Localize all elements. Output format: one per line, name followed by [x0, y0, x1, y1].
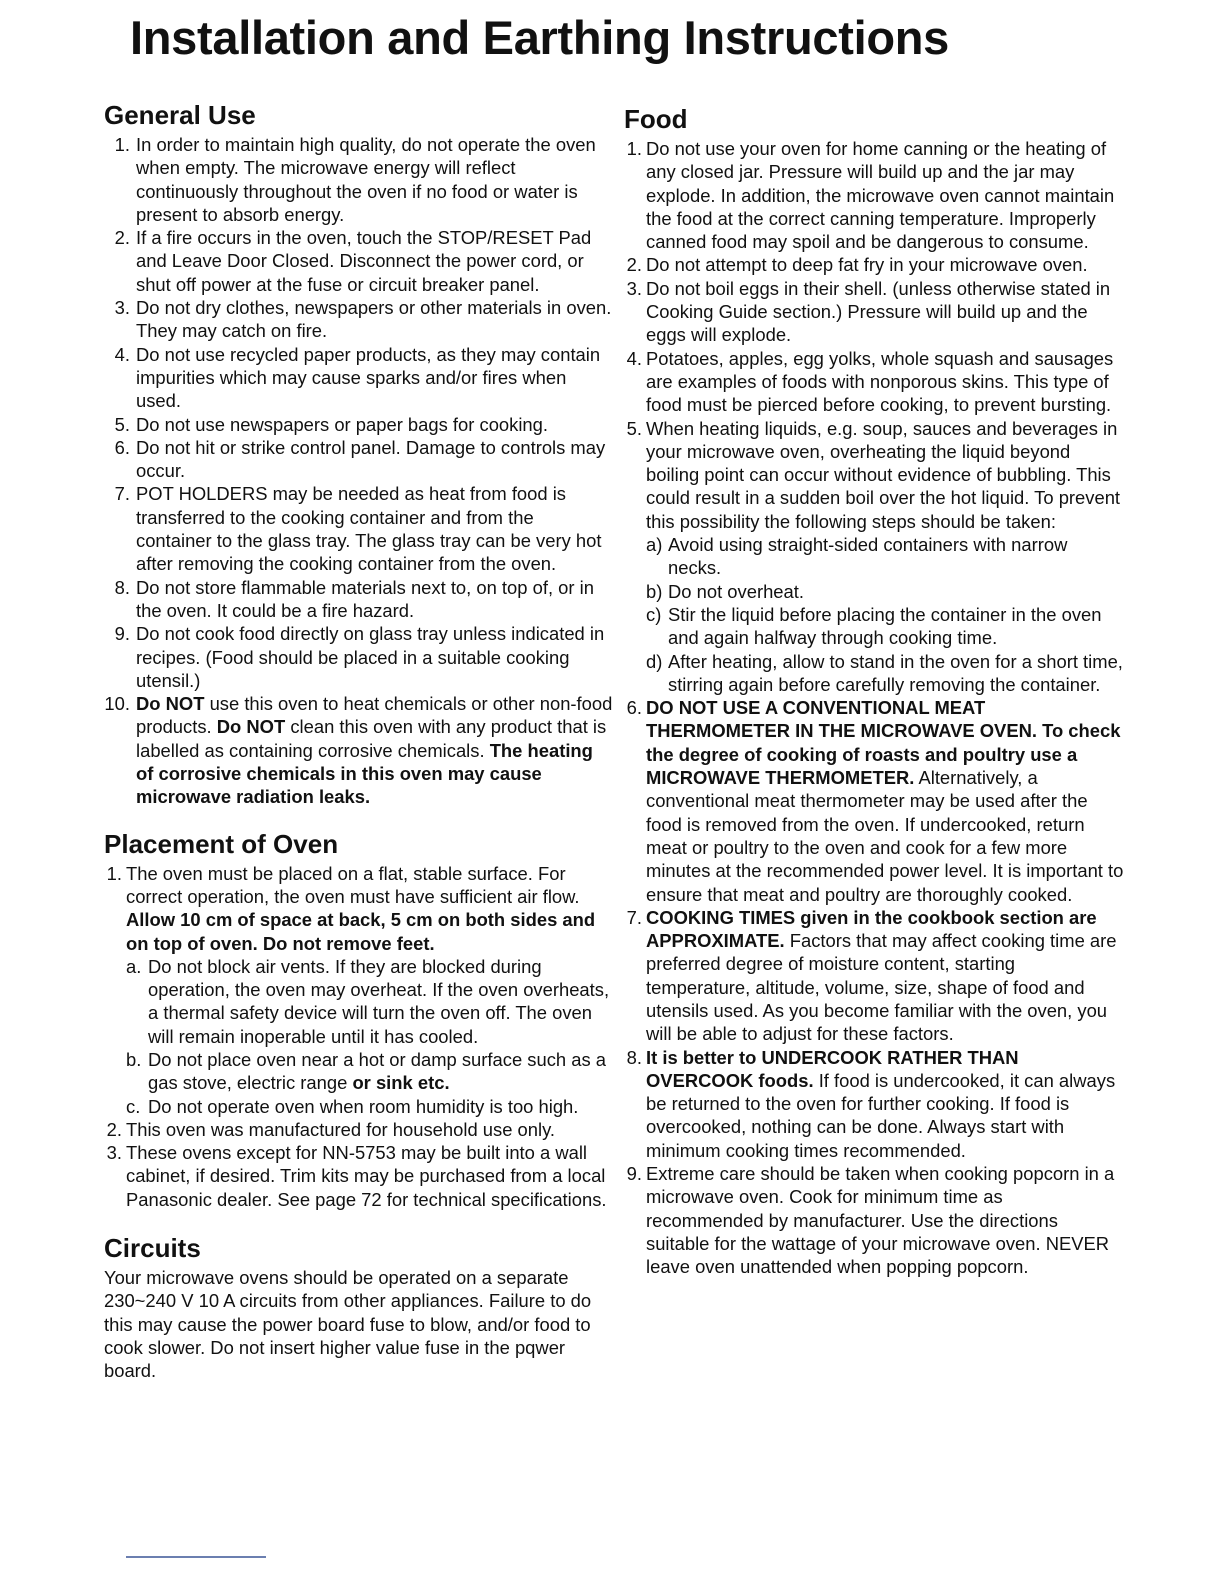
item-text: Do not overheat.	[668, 580, 804, 602]
sub-item	[126, 955, 614, 1048]
list-item	[624, 906, 1124, 1046]
list-item	[104, 226, 614, 296]
list-item	[624, 277, 1124, 347]
item-number: 2.	[114, 227, 130, 249]
item-number: 1.	[106, 862, 122, 884]
general-use-list	[104, 133, 614, 809]
item-text: Do not place oven near a hot or damp surface such as a gas stove, electric range	[148, 1048, 606, 1094]
item-number: 1.	[114, 134, 130, 155]
food-section	[624, 104, 1124, 1279]
item-number: 10.	[104, 693, 130, 715]
item-text: If food is undercooked, it can always be returned to the oven for further cooking. If food is overcooked, nothing can be done. Always start with minimum cooking times recommended.	[646, 1069, 1116, 1161]
item-number: 4.	[114, 343, 130, 365]
list-item	[104, 482, 614, 575]
item-text: These ovens except for NN-5753 may be built into a wall cabinet, if desired. Trim kits may be purchased from a local Panasonic dealer. See page 72 for technical specifications.	[126, 1142, 607, 1210]
item-number: 7.	[626, 906, 642, 928]
list-item	[104, 1118, 614, 1141]
bold-text: Allow 10 cm of space at back, 5 cm on both sides and on top of oven. Do not remove feet.	[126, 909, 596, 954]
list-item	[624, 696, 1124, 906]
item-text: Do not use newspapers or paper bags for cooking.	[136, 413, 548, 435]
item-text: Do not use your oven for home canning or the heating of any closed jar. Pressure will build up and the jar may explode. In addition, the microwave oven cannot maintain the food at the correct canning temperature. Improperly canned food may spoil and be dangerous to consume.	[646, 138, 1115, 253]
item-text: If a fire occurs in the oven, touch the STOP/RESET Pad and Leave Door Closed. Disconnect the power cord, or shut off power at the fuse or circuit breaker panel.	[136, 227, 592, 295]
sub-item	[646, 603, 1124, 650]
item-text: Do not use recycled paper products, as they may contain impurities which may cause sparks and/or fires when used.	[136, 343, 601, 412]
item-number: 3.	[626, 277, 642, 299]
item-number: a.	[126, 955, 142, 977]
bold-text: Do NOT	[216, 716, 286, 738]
warning-text: The heating of corrosive chemicals in this oven may cause microwave radiation leaks.	[136, 739, 593, 808]
item-number: c)	[646, 603, 662, 625]
item-text: Do not block air vents. If they are blocked during operation, the oven may overheat. If the oven overheats, a thermal safety device will turn the oven off. The oven will remain inoperable until it has cooled.	[148, 955, 610, 1047]
item-text: Do not attempt to deep fat fry in your microwave oven.	[646, 254, 1088, 276]
item-number: c.	[126, 1095, 141, 1117]
bold-text: DO NOT USE A CONVENTIONAL MEAT THERMOMETER IN THE MICROWAVE OVEN. To check the degree of cooking of roasts and poultry use a MICROWAVE THERMOMETER.	[646, 697, 1121, 789]
item-text: Do not dry clothes, newspapers or other materials in oven. They may catch on fire.	[136, 297, 612, 342]
item-text: Do not cook food directly on glass tray unless indicated in recipes. (Food should be placed in a suitable cooking utensil.)	[136, 623, 605, 691]
bold-text: COOKING TIMES given in the cookbook section are APPROXIMATE.	[646, 906, 1097, 952]
item-text: Alternatively, a conventional meat thermometer may be used after the food is removed from the oven. If undercooked, return meat or poultry to the oven and cook for a few more minutes at the recommended power level. It is important to ensure that meat and poultry are thoroughly cooked.	[646, 767, 1124, 905]
item-number: 9.	[626, 1163, 642, 1185]
list-item	[104, 576, 614, 623]
item-number: 6.	[626, 697, 642, 719]
list-item	[624, 417, 1124, 697]
item-text: POT HOLDERS may be needed as heat from food is transferred to the cooking container and from the container to the glass tray. The glass tray can be very hot after removing the cooking container from the oven.	[136, 483, 602, 575]
item-text: Stir the liquid before placing the container in the oven and again halfway through cooking time.	[668, 603, 1102, 649]
item-number: 5.	[626, 417, 642, 439]
circuits-text: Your microwave ovens should be operated on a separate 230~240 V 10 A circuits from other appliances. Failure to do this may cause the power board fuse to blow, and/or food to cook slower. Do not insert higher value fuse in the pqwer board.	[104, 1267, 592, 1382]
bold-text: or sink etc.	[352, 1072, 450, 1094]
item-number: 5.	[114, 413, 130, 435]
placement-sub-list	[126, 955, 614, 1118]
right-column	[624, 104, 1124, 1279]
list-item	[624, 253, 1124, 276]
bold-text: Do NOT	[136, 693, 205, 715]
food-list	[624, 137, 1124, 1279]
sub-item	[646, 580, 1124, 603]
list-item	[104, 862, 614, 1118]
item-number: b.	[126, 1048, 142, 1070]
item-text: This oven was manufactured for household use only.	[126, 1118, 556, 1140]
item-text: Do not boil eggs in their shell. (unless otherwise stated in Cooking Guide section.) Pressure will build up and the eggs will explode.	[646, 277, 1111, 346]
list-item	[624, 1046, 1124, 1162]
item-text: use this oven to heat chemicals or other non-food products.	[136, 693, 613, 738]
circuits-heading: Circuits	[104, 1233, 201, 1264]
placement-heading: Placement of Oven	[104, 828, 339, 859]
item-number: 3.	[114, 297, 130, 319]
item-text: clean this oven with any product that is labelled as containing corrosive chemicals.	[136, 716, 607, 761]
item-number: d)	[646, 650, 663, 672]
item-text: Do not store flammable materials next to, on top of, or in the oven. It could be a fire hazard.	[136, 576, 594, 621]
item-text: After heating, allow to stand in the oven for a short time, stirring again before carefully removing the container.	[668, 650, 1123, 695]
item-text: Factors that may affect cooking time are preferred degree of moisture content, starting temperature, altitude, volume, size, shape of food and utensils used. As you become familiar with the oven, you will be able to adjust for these factors.	[646, 930, 1117, 1045]
food-heading: Food	[624, 104, 688, 134]
general-use-section	[104, 100, 614, 809]
item-number: 3.	[106, 1142, 122, 1164]
item-text: Extreme care should be taken when cooking popcorn in a microwave oven. Cook for minimum time as recommended by manufacturer. Use the directions suitable for the wattage of your microwave oven. NEVER leave oven unattended when popping popcorn.	[646, 1163, 1115, 1278]
circuits-section	[104, 1233, 614, 1382]
list-item	[104, 1141, 614, 1211]
item-number: 4.	[626, 347, 642, 369]
sub-item	[646, 533, 1124, 580]
footer-rule	[126, 1556, 266, 1558]
item-number: a)	[646, 534, 663, 556]
item-text: Do not hit or strike control panel. Damage to controls may occur.	[136, 436, 606, 482]
list-item	[104, 343, 614, 413]
list-item	[624, 347, 1124, 417]
item-number: 8.	[626, 1046, 642, 1068]
item-number: 2.	[626, 254, 642, 276]
item-text: In order to maintain high quality, do not operate the oven when empty. The microwave energy will reflect continuously throughout the oven if no food or water is present to absorb energy.	[136, 134, 596, 225]
left-column	[104, 100, 614, 1383]
item-number: b)	[646, 580, 663, 602]
list-item	[624, 137, 1124, 253]
item-text: The oven must be placed on a flat, stable surface. For correct operation, the oven must have sufficient air flow.	[126, 862, 580, 907]
sub-item	[126, 1095, 614, 1118]
placement-section	[104, 829, 614, 1211]
list-item	[624, 1162, 1124, 1278]
food-sub-list	[646, 533, 1124, 696]
item-text: Do not operate oven when room humidity is too high.	[148, 1095, 579, 1117]
list-item	[104, 296, 614, 343]
general-use-heading: General Use	[104, 100, 256, 130]
list-item	[104, 692, 614, 808]
list-item	[104, 133, 614, 226]
placement-list	[104, 862, 614, 1211]
page-title: Installation and Earthing Instructions	[130, 11, 949, 64]
item-number: 2.	[106, 1118, 122, 1140]
item-text: Avoid using straight-sided containers with narrow necks.	[668, 534, 1068, 579]
item-number: 9.	[114, 623, 130, 645]
list-item	[104, 413, 614, 436]
item-text: When heating liquids, e.g. soup, sauces and beverages in your microwave oven, overheating the liquid beyond boiling point can occur without evidence of bubbling. This could result in a sudden boil over the hot liquid. To prevent this possibility the following steps should be taken:	[646, 417, 1121, 532]
list-item	[104, 436, 614, 483]
item-number: 7.	[114, 483, 130, 505]
item-number: 1.	[626, 138, 642, 159]
item-text: Potatoes, apples, egg yolks, whole squash and sausages are examples of foods with nonporous skins. This type of food must be pierced before cooking, to prevent bursting.	[646, 347, 1114, 416]
list-item	[104, 622, 614, 692]
item-number: 6.	[114, 436, 130, 458]
bold-text: It is better to UNDERCOOK RATHER THAN OVERCOOK foods.	[646, 1046, 1019, 1091]
sub-item	[646, 650, 1124, 697]
sub-item	[126, 1048, 614, 1095]
item-number: 8.	[114, 576, 130, 598]
